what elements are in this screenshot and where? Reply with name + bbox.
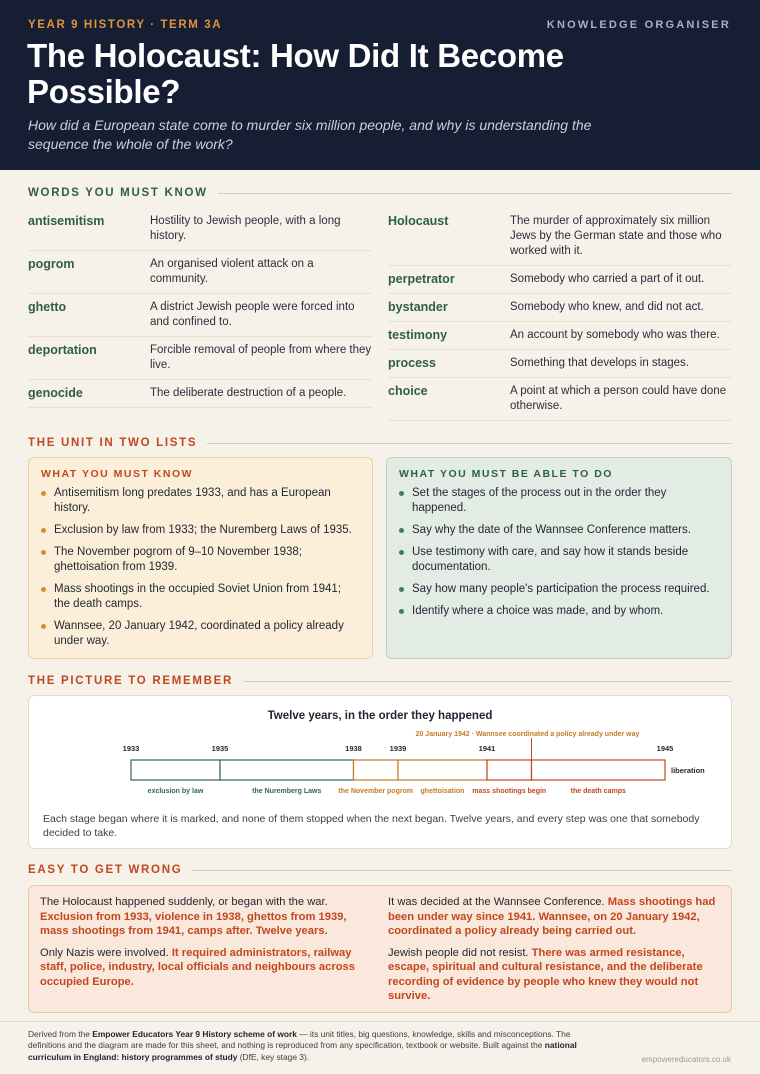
source-text: — its unit titles, big questions, knowledge, skills and misconceptions. The definitions and the diagram are made for this sheet, and nothing is reproduced from any specification, textbook or website. Built against the [28,1029,571,1051]
list-item: Identify where a choice was made, and by whom. [399,604,719,619]
source-text: (DfE, key stage 3). [237,1051,310,1062]
vocab-row [28,294,372,337]
footer [0,1021,760,1074]
vocab-definition: The deliberate destruction of a people. [150,387,347,399]
misconception-text: Only Nazis were involved. [40,946,169,959]
source-note [28,1029,588,1063]
correction-text: Exclusion from 1933, violence in 1938, ghettos from 1939, mass shootings from 1941, camps after. Twelve years. [40,910,347,937]
timeline-panel [28,695,732,849]
vocab-definition: A district Jewish people were forced into and confined to. [150,301,355,328]
timeline-stage-bar [487,760,532,780]
list-item: Say how many people's participation the process required. [399,582,719,597]
liberation-label: liberation [671,766,705,775]
timeline-stage-bar [398,760,487,780]
vocab-row [388,266,732,294]
vocab-row [388,350,732,378]
misconception-text: The Holocaust happened suddenly, or began with the war. [40,896,328,908]
timeline-caption: Each stage began where it is marked, and none of them stopped when the next began. Twelve years, and every step was one that somebody decided to take. [43,813,700,839]
vocab-row [28,208,372,251]
heading-rule [192,870,732,871]
timeline-year-label: 1941 [478,744,496,753]
misconception-item [40,946,360,990]
timeline-stage-label: exclusion by law [147,788,204,795]
misconception-item [388,895,720,939]
must-know-list [41,486,360,649]
vocab-term: Holocaust [388,214,449,228]
timeline-year-label: 1945 [656,744,674,753]
vocab-list-left [28,208,372,408]
timeline-stage-label: ghettoisation [420,788,465,795]
vocab-row [28,337,372,380]
misconceptions-panel [28,885,732,1013]
timeline-year-label: 1933 [122,744,140,753]
vocab-definition: The murder of approximately six million Jews by the German state and those who worked with it. [510,215,722,257]
misconception-item [40,895,360,939]
vocab-definition: Somebody who knew, and did not act. [510,301,704,313]
vocab-definition: Something that develops in stages. [510,357,690,369]
misconception-text: Jewish people did not resist. [388,946,529,959]
vocab-row [28,380,372,408]
vocab-term: pogrom [28,257,75,271]
list-item: Wannsee, 20 January 1942, coordinated a policy already under way. [41,619,360,649]
site-url[interactable]: empowereducators.co.uk [641,1055,731,1064]
timeline-year-label: 1939 [389,744,407,753]
scheme-link[interactable]: Empower Educators Year 9 History scheme of work [92,1029,297,1039]
timeline-year-label: 1938 [345,744,362,753]
vocab-row [28,251,372,294]
misconceptions-left [40,895,360,996]
list-item: Exclusion by law from 1933; the Nuremberg Laws of 1935. [41,523,360,538]
correction-text: There was armed resistance, escape, spiritual and cultural resistance, and the deliberate recording of evidence by people who knew they would not survive. [388,946,703,1002]
list-item: Set the stages of the process out in the order they happened. [399,486,719,516]
list-item: Antisemitism long predates 1933, and has a European history. [41,486,360,516]
correction-text: It required administrators, railway staff, police, industry, local officials and neighbours across occupied Europe. [40,946,355,988]
vocab-definition: Forcible removal of people from where they live. [150,344,372,371]
heading-rule [218,193,732,194]
list-item: Say why the date of the Wannsee Conference matters. [399,523,719,538]
vocab-heading: WORDS YOU MUST KNOW [28,187,208,199]
page-title: The Holocaust: How Did It Become Possible? [27,37,564,110]
header-banner [0,0,760,170]
vocab-term: process [388,356,436,370]
section-heading-vocab [28,185,732,201]
vocab-term: genocide [28,386,83,400]
section-heading-picture [28,673,732,689]
timeline-stage-label: the death camps [570,788,626,795]
timeline-stage-bar [532,760,666,780]
picture-heading: THE PICTURE TO REMEMBER [28,675,234,687]
heading-rule [207,443,732,444]
vocab-definition: Hostility to Jewish people, with a long history. [150,215,341,242]
document-type-label: KNOWLEDGE ORGANISER [546,19,731,31]
timeline-title: Twelve years, in the order they happened [267,710,493,722]
timeline-stage-bar [220,760,354,780]
misconception-text: It was decided at the Wannsee Conference. [388,896,605,908]
correction-text: Mass shootings had been under way since 1941. Wannsee, on 20 January 1942, coordinated a policy already being carried out. [388,896,716,937]
vocab-term: deportation [28,343,97,357]
vocab-term: choice [388,384,428,398]
vocab-row [388,322,732,350]
course-eyebrow: YEAR 9 HISTORY · TERM 3A [28,19,223,31]
misconception-item [388,946,720,1004]
vocab-definition: An account by somebody who was there. [510,329,720,341]
list-item: Use testimony with care, and say how it stands beside documentation. [399,545,719,575]
vocab-term: ghetto [28,300,67,314]
misconceptions-right [388,895,720,1011]
big-question: How did a European state come to murder six million people, and why is understanding the sequence the whole of the work? [28,117,592,152]
timeline-stage-label: the November pogrom [338,788,414,795]
timeline-stage-bar [131,760,220,780]
vocab-term: perpetrator [388,272,455,286]
must-do-panel [386,457,732,659]
must-do-list [399,486,719,619]
timeline-stage-label: the Nuremberg Laws [252,788,322,795]
wannsee-annotation: 20 January 1942 · Wannsee coordinated a policy already under way [415,731,640,738]
vocab-definition: A point at which a person could have done otherwise. [510,385,727,412]
vocab-list-right [388,208,732,421]
must-know-panel [28,457,373,659]
vocab-definition: An organised violent attack on a community. [150,258,314,285]
wrong-heading: EASY TO GET WRONG [28,864,183,876]
vocab-row [388,378,732,421]
list-item: Mass shootings in the occupied Soviet Union from 1941; the death camps. [41,582,360,612]
must-know-title: WHAT YOU MUST KNOW [41,468,194,480]
timeline-stage-label: mass shootings begin [472,788,547,795]
heading-rule [243,681,732,682]
section-heading-lists [28,435,732,451]
section-heading-wrong [28,862,732,878]
vocab-definition: Somebody who carried a part of it out. [510,273,705,285]
vocab-term: bystander [388,300,448,314]
timeline-stage-bar [354,760,399,780]
lists-heading: THE UNIT IN TWO LISTS [28,437,198,449]
source-text: Derived from the [28,1029,93,1039]
must-do-title: WHAT YOU MUST BE ABLE TO DO [399,468,613,480]
curriculum-link[interactable]: national curriculum in England: history programmes of study [28,1040,577,1062]
timeline-diagram [29,724,731,824]
list-item: The November pogrom of 9–10 November 1938; ghettoisation from 1939. [41,545,360,575]
vocab-row [388,208,732,266]
vocab-term: antisemitism [28,214,105,228]
timeline-year-label: 1935 [211,744,229,753]
vocab-term: testimony [388,328,448,342]
vocab-row [388,294,732,322]
